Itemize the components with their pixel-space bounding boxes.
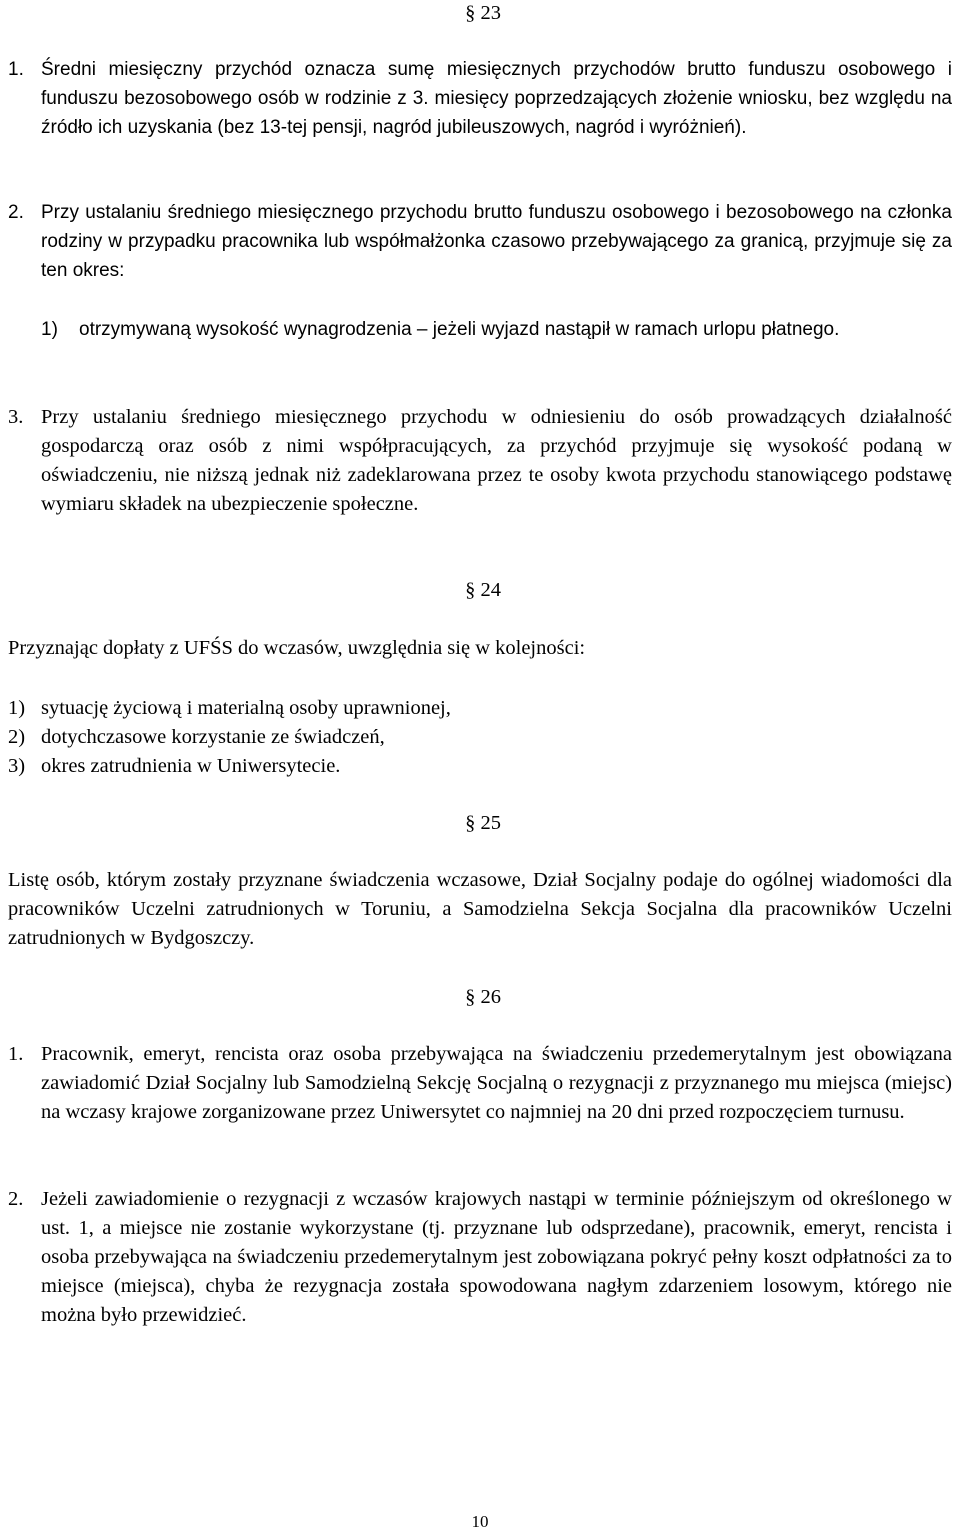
page-number: 10 (471, 1512, 489, 1531)
list-item-24-2: dotychczasowe korzystanie ze świadczeń, (41, 726, 385, 748)
section-24-intro: Przyznając dopłaty z UFŚS do wczasów, uwzględnia się w kolejności: (8, 637, 586, 659)
paragraph-23-2: Przy ustalaniu średniego miesięcznego przychodu brutto funduszu osobowego i bezosobowego na członka rodziny w przypadku pracownika lub współmałżonka czasowo przebywającego za granicą, przyjmuje się za ten okres: (41, 202, 952, 281)
list-item-number: 1) (41, 319, 58, 340)
paragraph-number: 1. (8, 59, 24, 80)
section-heading-23: § 23 (465, 2, 501, 24)
paragraph-number: 1. (8, 1043, 24, 1065)
section-heading-26: § 26 (465, 986, 501, 1008)
section-heading-25: § 25 (465, 812, 501, 834)
paragraph-26-1: Pracownik, emeryt, rencista oraz osoba przebywająca na świadczeniu przedemerytalnym jest obowiązana zawiadomić Dział Socjalny lub Samodzielną Sekcję Socjalną o rezygnacji z przyznanego mu miejsca (miejsc) na wczasy krajowe zorganizowane przez Uniwersytet co najmniej na 20 dni przed rozpoczęciem turnusu. (41, 1043, 952, 1123)
paragraph-number: 2. (8, 202, 24, 223)
paragraph-number: 3. (8, 406, 24, 428)
paragraph-23-1: Średni miesięczny przychód oznacza sumę miesięcznych przychodów brutto funduszu osobowego i funduszu bezosobowego osób w rodzinie z 3. miesięcy poprzedzających złożenie wniosku, bez względu na źródło ich uzyskania (bez 13-tej pensji, nagród jubileuszowych, nagród i wyróżnień). (41, 59, 952, 138)
list-item-number: 2) (8, 726, 26, 748)
paragraph-number: 2. (8, 1188, 24, 1210)
list-item-24-3: okres zatrudnienia w Uniwersytecie. (41, 755, 341, 777)
list-item-number: 1) (8, 697, 26, 719)
list-item-24-1: sytuację życiową i materialną osoby uprawnionej, (41, 697, 451, 719)
paragraph-23-3: Przy ustalaniu średniego miesięcznego przychodu w odniesieniu do osób prowadzących działalność gospodarczą oraz osób z nimi współpracujących, za przychód przyjmuje się wysokość podaną w oświadczeniu, nie niższą jednak niż zadeklarowana przez te osoby kwota przychodu stanowiącego podstawę wymiaru składek na ubezpieczenie społeczne. (41, 406, 952, 515)
list-item-number: 3) (8, 755, 26, 777)
paragraph-26-2: Jeżeli zawiadomienie o rezygnacji z wczasów krajowych nastąpi w terminie późniejszym od określonego w ust. 1, a miejsce nie zostanie wykorzystane (tj. przyznane lub odsprzedane), pracownik, emeryt, rencista i osoba przebywająca na świadczeniu przedemerytalnym jest zobowiązana pokryć pełny koszt odpłatności za to miejsce (miejsca), chyba że rezygnacja została spowodowana nagłym zdarzeniem losowym, którego nie można było przewidzieć. (41, 1188, 952, 1326)
section-25-text: Listę osób, którym zostały przyznane świadczenia wczasowe, Dział Socjalny podaje do ogólnej wiadomości dla pracowników Uczelni zatrudnionych w Toruniu, a Samodzielna Sekcja Socjalna dla pracowników Uczelni zatrudnionych w Bydgoszczy. (8, 869, 952, 949)
list-item-23-2-1: otrzymywaną wysokość wynagrodzenia – jeżeli wyjazd nastąpił w ramach urlopu płatnego. (79, 319, 840, 340)
section-heading-24: § 24 (465, 579, 501, 601)
